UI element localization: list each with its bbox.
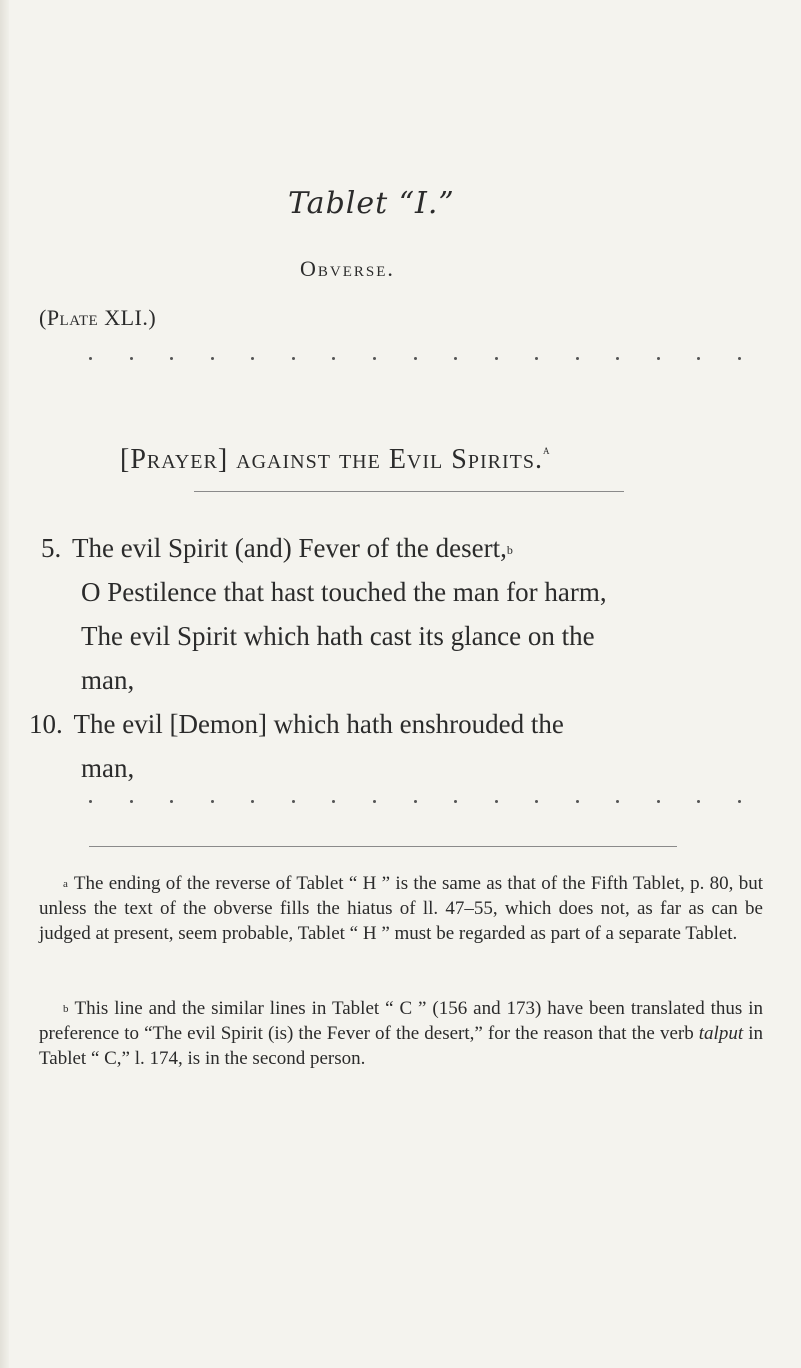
ellipsis-dot: [130, 800, 133, 803]
ellipsis-dot: [251, 800, 254, 803]
ellipsis-dot: [89, 357, 92, 360]
page-edge: [0, 0, 9, 1368]
ellipsis-dot: [495, 800, 498, 803]
plate-label: (Plate XLI.): [39, 305, 157, 330]
section-title-text: [Prayer] against the Evil Spirits.: [120, 444, 543, 475]
ellipsis-dot: [89, 800, 92, 803]
footnote-b-text-end: in Tablet “ C,” l. 174, is in the second person.: [39, 1023, 763, 1069]
footnote-b-text: This line and the similar lines in Tablet “ C ” (156 and 173) have been translated thus in preference to “The evil Spirit (is) the Fever of the desert,” for the reason that the verb: [39, 998, 763, 1044]
ellipsis-dot: [292, 800, 295, 803]
ellipsis-dot: [535, 357, 538, 360]
verse-line-11: man,: [81, 753, 135, 783]
ellipsis-dot: [738, 800, 741, 803]
verse-number: 5.: [41, 533, 62, 563]
footnote-a-mark: a: [63, 878, 68, 890]
ellipsis-dot: [332, 357, 335, 360]
ellipsis-dot: [414, 357, 417, 360]
ellipsis-dot: [211, 800, 214, 803]
ellipsis-dot: [697, 800, 700, 803]
ellipsis-dot: [576, 357, 579, 360]
footnote-a: [39, 871, 763, 946]
ellipsis-dot: [251, 357, 254, 360]
footnote-rule: [89, 846, 677, 847]
section-title: [120, 444, 550, 476]
ellipsis-dot: [170, 357, 173, 360]
ellipsis-dot: [170, 800, 173, 803]
ellipsis-dot: [535, 800, 538, 803]
ellipsis-dot: [211, 357, 214, 360]
verse-line-6: O Pestilence that hast touched the man for harm,: [81, 577, 607, 607]
obverse-label: Obverse.: [300, 256, 395, 281]
ellipsis-dot: [332, 800, 335, 803]
ellipsis-row-bottom: [89, 800, 741, 806]
ellipsis-dot: [657, 357, 660, 360]
ellipsis-row-top: [89, 357, 741, 363]
ellipsis-dot: [373, 357, 376, 360]
footnote-b: [39, 996, 763, 1071]
ellipsis-dot: [454, 357, 457, 360]
verse-line-8: man,: [81, 665, 135, 695]
ellipsis-dot: [495, 357, 498, 360]
verse-number: 10.: [29, 709, 63, 739]
title-rule: [194, 491, 624, 492]
ellipsis-dot: [657, 800, 660, 803]
verse-text: The evil Spirit (and) Fever of the desert,: [72, 533, 507, 563]
ellipsis-dot: [130, 357, 133, 360]
ellipsis-dot: [576, 800, 579, 803]
ellipsis-dot: [697, 357, 700, 360]
ellipsis-dot: [454, 800, 457, 803]
ellipsis-dot: [373, 800, 376, 803]
verse-line-5: [41, 526, 513, 570]
ellipsis-dot: [616, 800, 619, 803]
footnote-b-italic: talput: [698, 1023, 744, 1044]
verse-line-7: The evil Spirit which hath cast its glance on the: [81, 621, 595, 651]
tablet-heading: Tablet “I.”: [288, 186, 455, 221]
footnote-mark-b: b: [506, 543, 513, 557]
ellipsis-dot: [292, 357, 295, 360]
footnote-a-text: The ending of the reverse of Tablet “ H ” is the same as that of the Fifth Tablet, p. 80, but unless the text of the obverse fills the hiatus of ll. 47–55, which does not, as far as can be judged at present, seem probable, Tablet “ H ” must be regarded as part of a separate Tablet.: [39, 873, 763, 944]
verse-text: The evil [Demon] which hath enshrouded the: [73, 709, 564, 739]
ellipsis-dot: [738, 357, 741, 360]
verse-line-10: [29, 702, 564, 746]
ellipsis-dot: [616, 357, 619, 360]
ellipsis-dot: [414, 800, 417, 803]
footnote-mark-a: a: [542, 442, 551, 457]
footnote-b-mark: b: [63, 1003, 69, 1015]
